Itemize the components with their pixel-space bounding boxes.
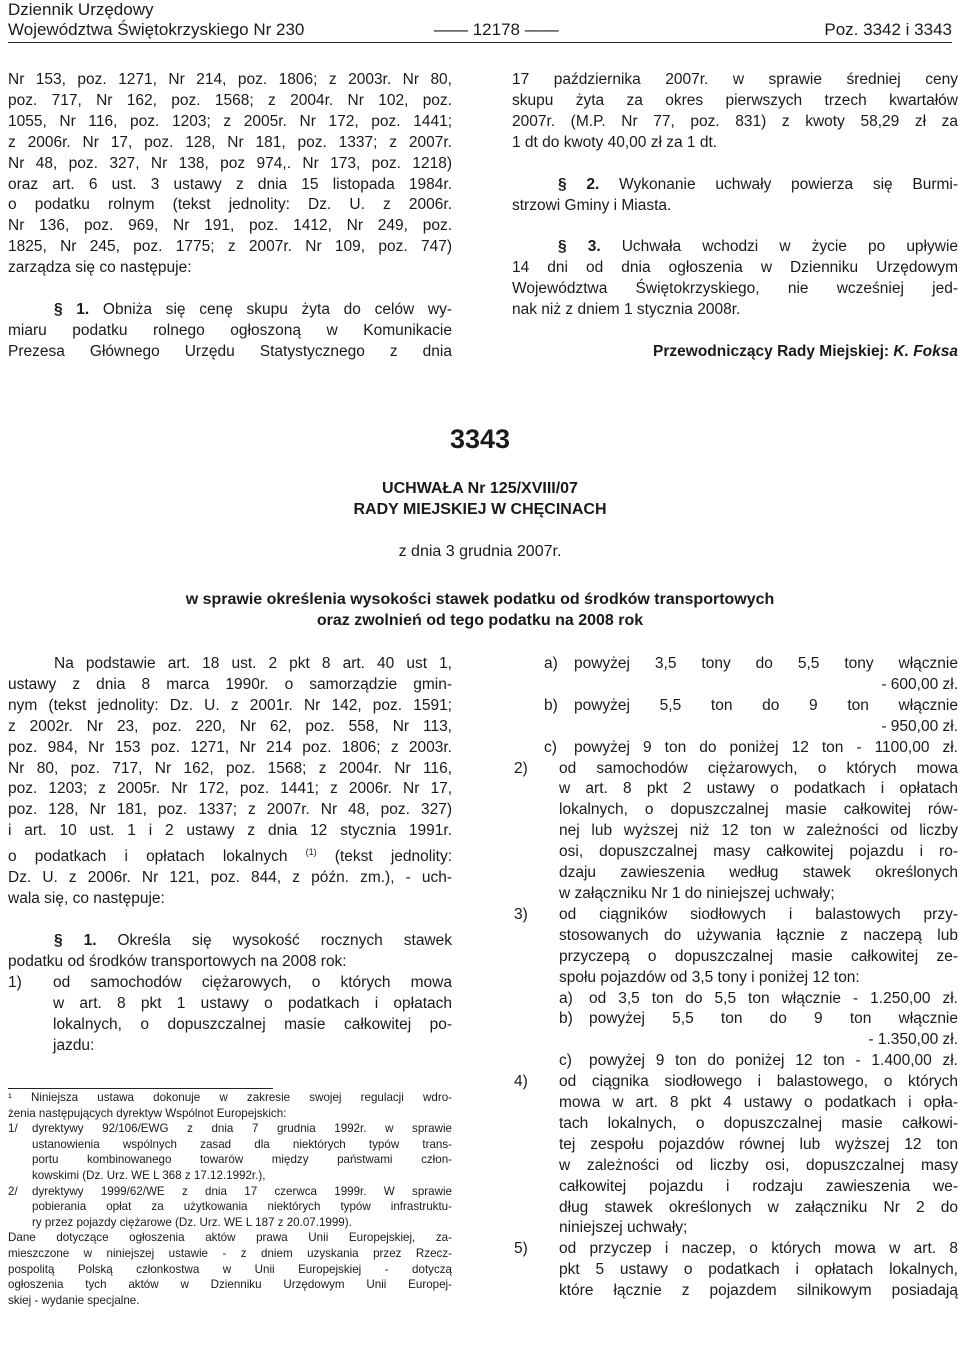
list-item: 4) od ciągnika siodłowego i balastowego, o których mowa w art. 8 pkt 4 ustawy o podatkach i opła- tach lokalnych, o dopuszczalnej masie całkowi- tej zespołu pojazdów równej lub wyższej 12 ton w zależności od liczby osi, dopuszczalnej masy całkowitej pojazdu i rodzaju zawieszenia we- dług stawek określonych w załączniku Nr 2 do niniejszej uchwały; xyxy=(514,1073,958,1237)
text-line: o podatkach i opłatach lokalnych $^{(1)}$ (tekst jednolity: xyxy=(8,847,453,866)
footnote-item: 1/ dyrektywy 92/106/EWG z dnia 7 grudnia 1992r. w sprawie ustanowienia wspólnych zasad dla niektórych typów trans- portu kombinowanego towarów między państwami człon- kowskimi (Dz. Urz. WE L 368 z 17.12.1992r.), xyxy=(8,1122,452,1182)
text-line: i art. 10 ust. 1 i 2 ustawy z dnia 12 stycznia 1991r. xyxy=(8,822,452,840)
text-line: Nr 48, poz. 327, Nr 138, poz 974,. Nr 173, poz. 1218) xyxy=(8,154,452,172)
footnote-rule xyxy=(8,1088,273,1089)
section-mark: § 1. xyxy=(54,301,90,319)
text-line: poz. 128, Nr 181, poz. 1337; z 2007r. Nr 48, poz. 327) xyxy=(8,801,452,819)
position-number: Poz. 3342 i 3343 xyxy=(824,20,952,39)
text-line: nym (tekst jednolity: Dz. U. z 2001r. Nr 142, poz. 1591; xyxy=(8,696,452,714)
header-rule xyxy=(8,42,952,43)
text-line: Nr 153, poz. 1271, Nr 214, poz. 1806; z 2003r. Nr 80, xyxy=(8,71,452,88)
act-number: 3343 xyxy=(449,424,511,454)
list-item: 1) od samochodów ciężarowych, o których mowa w art. 8 pkt 1 ustawy o podatkach i opłatach lokalnych, o dopuszczalnej masie całkowitej po- jazdu: xyxy=(8,973,452,1054)
footnote: ¹ Niniejsza ustawa dokonuje w zakresie swojej regulacji wdro- żenia następujących dyrektyw Wspólnot Europejskich: 1/ dyrektywy 92/106/EWG z dnia 7 grudnia 1992r. w sprawie ustanowienia wspólnych zasad dla niektórych typów trans- portu kombinowanego towarów między państwami człon- kowskimi (Dz. Urz. WE L 368 z 17.12.1992r.), 2/ dyrektywy 1999/62/WE z dnia 17 czerwca 1999r. W sprawie pobierania opłat za użytkowania niektórych typów infrastruktu- ry przez pojazdy ciężarowe (Dz. Urz. WE L 187 z 20.07.1999). Dane dotyczące ogłoszenia aktów prawa Unii Europejskiej, za- mieszczone w niniejszej ustawie - z dniem uzyskania przez Rzecz- pospolitą Polską członkostwa w Unii Europejskiej - dotyczą ogłoszenia tych aktów w Dzienniku Urzędowym Unii Europej- skiej - wydanie specjalne. xyxy=(8,1091,452,1307)
section-1-line: § 1. Obniża się cenę skupu żyta do celów wy- xyxy=(54,301,452,319)
text-line: Województwa Świętokrzyskiego, nie wcześniej jed- xyxy=(512,280,958,298)
journal-name: Dziennik Urzędowy xyxy=(8,0,154,19)
list-item: 5) od przyczep i naczep, o których mowa w art. 8 pkt 5 ustawy o podatkach i opłatach lokalnych, które łącznie z pojazdem silnikowym posiadają xyxy=(514,1240,958,1300)
text-line: Prezesa Głównego Urzędu Statystycznego z dnia xyxy=(8,342,452,360)
text-line: wala się, co następuje: xyxy=(8,890,165,908)
text-line: nak niż z dniem 1 stycznia 2008r. xyxy=(512,301,741,319)
act-subject: w sprawie określenia wysokości stawek podatku od środków transportowych oraz zwolnień od tego podatku na 2008 rok xyxy=(185,591,775,629)
text-line: Na podstawie art. 18 ust. 2 pkt 8 art. 40 ust 1, xyxy=(54,655,452,672)
text-line: z 2006r. Nr 17, poz. 128, Nr 181, poz. 1337; z 2007r. xyxy=(8,133,452,151)
text-line: z 2002r. Nr 23, poz. 220, Nr 62, poz. 558, Nr 113, xyxy=(8,717,452,735)
act-right-column xyxy=(514,654,958,1302)
text-line: podatku od środków transportowych na 2008 rok: xyxy=(8,952,347,970)
text-line: poz. 1203; z 2005r. Nr 172, poz. 1441; z 2006r. Nr 17, xyxy=(8,780,452,798)
text-line: Dz. U. z 2006r. Nr 121, poz. 844, z późn. zm.), - uch- xyxy=(8,869,452,887)
text-line: 14 dni od dnia ogłoszenia w Dzienniku Urzędowym xyxy=(512,259,958,277)
text-line: zarządza się co następuje: xyxy=(8,259,192,277)
section-2-line: § 2. Wykonanie uchwały powierza się Burmi- xyxy=(558,175,959,193)
section-3-line: § 3. Uchwała wchodzi w życie po upływie xyxy=(558,238,959,256)
section-1-line: § 1. Określa się wysokość rocznych stawek xyxy=(54,932,452,950)
item-1-subs: a) powyżej 3,5 tony do 5,5 tony włącznie - 600,00 zł. b) powyżej 5,5 ton do 9 ton włącznie - 950,00 zł. c) powyżej 9 ton do poniżej 12 ton - 1100,00 zł. xyxy=(544,655,958,756)
page-number: —— 12178 —— xyxy=(434,20,559,39)
act-date: z dnia 3 grudnia 2007r. xyxy=(398,543,562,560)
text-line: Nr 136, poz. 969, Nr 191, poz. 1412, Nr 249, poz. xyxy=(8,217,452,235)
prev-act-right-column xyxy=(512,70,958,363)
prev-act-left-column xyxy=(8,70,452,363)
text-line: miaru podatku rolnego ogłoszoną w Komunikacie xyxy=(8,321,452,339)
page-header xyxy=(8,0,952,40)
footnote-item: 2/ dyrektywy 1999/62/WE z dnia 17 czerwca 1999r. W sprawie pobierania opłat za użytkowania niektórych typów infrastruktu- ry przez pojazdy ciężarowe (Dz. Urz. WE L 187 z 20.07.1999). xyxy=(8,1184,452,1229)
footnote-ref: (1) xyxy=(305,847,317,858)
signature: Przewodniczący Rady Miejskiej: K. Foksa xyxy=(653,343,958,361)
text-line: poz. 717, Nr 162, poz. 1568; z 2004r. Nr 102, poz. xyxy=(8,91,452,109)
text-line: oraz art. 6 ust. 3 ustawy z dnia 15 listopada 1984r. xyxy=(8,175,452,193)
text-line: 2007r. (M.P. Nr 77, poz. 831) z kwoty 58,29 zł za xyxy=(512,112,958,130)
text-line: 17 października 2007r. w sprawie średniej ceny xyxy=(512,71,958,88)
text-line: poz. 984, Nr 153 poz. 1271, Nr 214 poz. 1806; z 2003r. xyxy=(8,738,452,756)
list-item: 3) od ciągników siodłowych i balastowych przy- stosowanych do używania łącznie z naczepą lub przyczepą o dopuszczalnej masie całkowitej ze- społu pojazdów od 3,5 tony i poniżej 12 ton: a) od 3,5 ton do 5,5 ton włącznie - 1.250,00 zł. b) powyżej 5,5 ton do 9 ton włącznie - 1.350,00 zł. c) powyżej 9 ton do poniżej 12 ton - 1.400,00 zł. xyxy=(514,905,958,1070)
text-line: 1055, Nr 116, poz. 1203; z 2005r. Nr 172, poz. 1441; xyxy=(8,112,452,130)
list-item: 2) od samochodów ciężarowych, o których mowa w art. 8 pkt 2 ustawy o podatkach i opłatach lokalnych, o dopuszczalnej masie całkowitej rów- nej lub wyższej niż 12 ton w zależności od liczby osi, dopuszczalnej masy całkowitej pojazdu i ro- dzaju zawieszenia według stawek określonych w załączniku Nr 1 do niniejszej uchwały; xyxy=(514,759,958,902)
text-line: o podatku rolnym (tekst jednolity: Dz. U. z 2006r. xyxy=(8,196,452,214)
journal-issue: Województwa Świętokrzyskiego Nr 230 xyxy=(8,20,305,39)
act-title: UCHWAŁA Nr 125/XVIII/07 RADY MIEJSKIEJ W CHĘCINACH xyxy=(353,480,607,518)
text-line: ustawy z dnia 8 marca 1990r. o samorządzie gmin- xyxy=(8,675,452,693)
text-line: strzowi Gminy i Miasta. xyxy=(512,196,672,214)
text-line: 1 dt do kwoty 40,00 zł za 1 dt. xyxy=(512,133,718,151)
text-line: Nr 80, poz. 717, Nr 162, poz. 1568; z 2004r. Nr 116, xyxy=(8,759,452,777)
text-line: 1825, Nr 245, poz. 1775; z 2007r. Nr 109, poz. 747) xyxy=(8,238,452,256)
act-left-column xyxy=(8,654,452,1056)
text-line: skupu żyta za okres pierwszych trzech kwartałów xyxy=(512,91,958,109)
